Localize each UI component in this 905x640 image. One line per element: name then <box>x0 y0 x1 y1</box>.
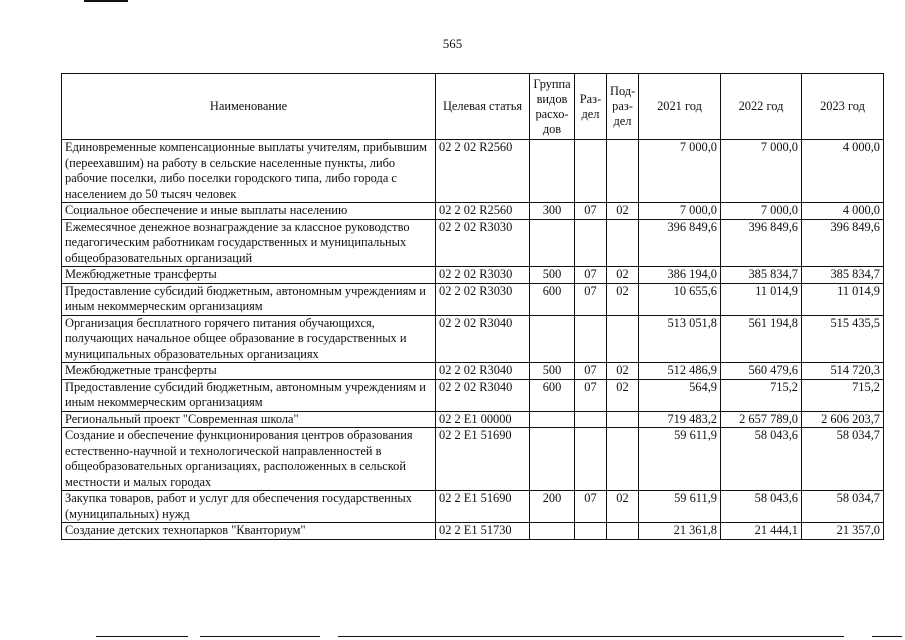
cell-name: Предоставление субсидий бюджетным, автономным учреждениям и иным некоммерческим организациям <box>62 283 436 315</box>
cell-y2022: 58 043,6 <box>721 428 802 491</box>
cell-y2023: 58 034,7 <box>802 428 884 491</box>
cell-subsection <box>607 523 639 540</box>
cell-group <box>530 523 575 540</box>
cell-y2021: 7 000,0 <box>639 140 721 203</box>
cell-y2022: 58 043,6 <box>721 491 802 523</box>
table-row <box>62 411 884 428</box>
cell-y2022: 396 849,6 <box>721 219 802 267</box>
cell-y2022: 561 194,8 <box>721 315 802 363</box>
table-row <box>62 283 884 315</box>
header-2022: 2022 год <box>721 74 802 140</box>
cell-code: 02 2 02 R3040 <box>436 315 530 363</box>
cell-y2022: 7 000,0 <box>721 203 802 220</box>
cell-code: 02 2 02 R3030 <box>436 219 530 267</box>
cell-name: Организация бесплатного горячего питания обучающихся, получающих начальное общее образование в государственных и муниципальных образовательных организациях <box>62 315 436 363</box>
cell-subsection <box>607 315 639 363</box>
cell-section: 07 <box>575 203 607 220</box>
table-row <box>62 219 884 267</box>
cell-subsection <box>607 219 639 267</box>
cell-subsection: 02 <box>607 203 639 220</box>
page-number: 565 <box>442 36 463 51</box>
cell-code: 02 2 E1 51690 <box>436 491 530 523</box>
footer-rule-right <box>338 636 844 637</box>
cell-name: Закупка товаров, работ и услуг для обеспечения государственных (муниципальных) нужд <box>62 491 436 523</box>
cell-group <box>530 428 575 491</box>
cell-name: Создание детских технопарков "Кванториум" <box>62 523 436 540</box>
cell-section <box>575 315 607 363</box>
cell-name: Предоставление субсидий бюджетным, автономным учреждениям и иным некоммерческим организациям <box>62 379 436 411</box>
cell-code: 02 2 E1 51730 <box>436 523 530 540</box>
cell-subsection: 02 <box>607 379 639 411</box>
header-section: Раз- дел <box>575 74 607 140</box>
cell-name: Единовременные компенсационные выплаты учителям, прибывшим (переехавшим) на работу в сельские населенные пункты, либо рабочие поселки, либо поселки городского типа, либо города с населением до 50 тысяч человек <box>62 140 436 203</box>
cell-section <box>575 523 607 540</box>
cell-y2023: 11 014,9 <box>802 283 884 315</box>
cell-section <box>575 219 607 267</box>
cell-group: 200 <box>530 491 575 523</box>
cell-y2023: 514 720,3 <box>802 363 884 380</box>
cell-y2023: 715,2 <box>802 379 884 411</box>
cell-section: 07 <box>575 283 607 315</box>
cell-group <box>530 140 575 203</box>
cell-y2023: 2 606 203,7 <box>802 411 884 428</box>
cell-group: 500 <box>530 363 575 380</box>
cell-y2021: 59 611,9 <box>639 491 721 523</box>
cell-subsection: 02 <box>607 363 639 380</box>
table-row <box>62 523 884 540</box>
cell-section: 07 <box>575 379 607 411</box>
cell-y2022: 21 444,1 <box>721 523 802 540</box>
cell-y2023: 385 834,7 <box>802 267 884 284</box>
cell-y2022: 385 834,7 <box>721 267 802 284</box>
cell-y2023: 396 849,6 <box>802 219 884 267</box>
cell-y2021: 396 849,6 <box>639 219 721 267</box>
cell-y2021: 7 000,0 <box>639 203 721 220</box>
table-row <box>62 203 884 220</box>
cell-y2023: 21 357,0 <box>802 523 884 540</box>
header-subsection: Под- раз- дел <box>607 74 639 140</box>
cell-section <box>575 140 607 203</box>
cell-y2022: 11 014,9 <box>721 283 802 315</box>
header-name: Наименование <box>62 74 436 140</box>
cell-section: 07 <box>575 267 607 284</box>
cell-code: 02 2 02 R2560 <box>436 203 530 220</box>
cell-subsection <box>607 140 639 203</box>
header-code: Целевая статья <box>436 74 530 140</box>
cell-section <box>575 428 607 491</box>
cell-y2023: 58 034,7 <box>802 491 884 523</box>
table-row <box>62 379 884 411</box>
cell-y2022: 560 479,6 <box>721 363 802 380</box>
cell-code: 02 2 02 R2560 <box>436 140 530 203</box>
budget-table <box>61 73 884 540</box>
table-row <box>62 428 884 491</box>
cell-group <box>530 315 575 363</box>
top-edge-rule <box>84 0 128 2</box>
cell-y2021: 512 486,9 <box>639 363 721 380</box>
header-2023: 2023 год <box>802 74 884 140</box>
cell-y2023: 4 000,0 <box>802 140 884 203</box>
cell-subsection: 02 <box>607 491 639 523</box>
cell-code: 02 2 E1 51690 <box>436 428 530 491</box>
table-row <box>62 140 884 203</box>
cell-y2023: 4 000,0 <box>802 203 884 220</box>
cell-y2022: 715,2 <box>721 379 802 411</box>
cell-section: 07 <box>575 491 607 523</box>
cell-name: Межбюджетные трансферты <box>62 363 436 380</box>
cell-y2021: 719 483,2 <box>639 411 721 428</box>
cell-name: Ежемесячное денежное вознаграждение за классное руководство педагогическим работникам государственных и муниципальных общеобразовательных организаций <box>62 219 436 267</box>
cell-y2021: 386 194,0 <box>639 267 721 284</box>
cell-code: 02 2 02 R3040 <box>436 379 530 411</box>
cell-y2022: 2 657 789,0 <box>721 411 802 428</box>
cell-group: 600 <box>530 283 575 315</box>
cell-code: 02 2 E1 00000 <box>436 411 530 428</box>
cell-section: 07 <box>575 363 607 380</box>
cell-y2021: 564,9 <box>639 379 721 411</box>
cell-name: Региональный проект "Современная школа" <box>62 411 436 428</box>
table-row <box>62 491 884 523</box>
cell-group <box>530 219 575 267</box>
footer-rule-left <box>96 636 188 637</box>
footer-rule-center <box>200 636 320 637</box>
header-group: Группа видов расхо- дов <box>530 74 575 140</box>
cell-y2021: 59 611,9 <box>639 428 721 491</box>
cell-y2021: 513 051,8 <box>639 315 721 363</box>
cell-code: 02 2 02 R3040 <box>436 363 530 380</box>
cell-subsection: 02 <box>607 283 639 315</box>
cell-y2022: 7 000,0 <box>721 140 802 203</box>
cell-name: Межбюджетные трансферты <box>62 267 436 284</box>
header-2021: 2021 год <box>639 74 721 140</box>
table-row <box>62 267 884 284</box>
cell-code: 02 2 02 R3030 <box>436 267 530 284</box>
cell-group: 500 <box>530 267 575 284</box>
cell-subsection <box>607 411 639 428</box>
cell-y2021: 10 655,6 <box>639 283 721 315</box>
table-header-row <box>62 74 884 140</box>
cell-group: 600 <box>530 379 575 411</box>
table-body <box>62 140 884 540</box>
cell-subsection <box>607 428 639 491</box>
cell-y2021: 21 361,8 <box>639 523 721 540</box>
footer-rule-far-right <box>872 636 902 637</box>
cell-subsection: 02 <box>607 267 639 284</box>
table-row <box>62 363 884 380</box>
cell-group: 300 <box>530 203 575 220</box>
cell-group <box>530 411 575 428</box>
cell-name: Социальное обеспечение и иные выплаты населению <box>62 203 436 220</box>
cell-name: Создание и обеспечение функционирования центров образования естественно-научной и технологической направленностей в общеобразовательных организациях, расположенных в сельской местности и малых городах <box>62 428 436 491</box>
cell-y2023: 515 435,5 <box>802 315 884 363</box>
table-row <box>62 315 884 363</box>
cell-code: 02 2 02 R3030 <box>436 283 530 315</box>
cell-section <box>575 411 607 428</box>
